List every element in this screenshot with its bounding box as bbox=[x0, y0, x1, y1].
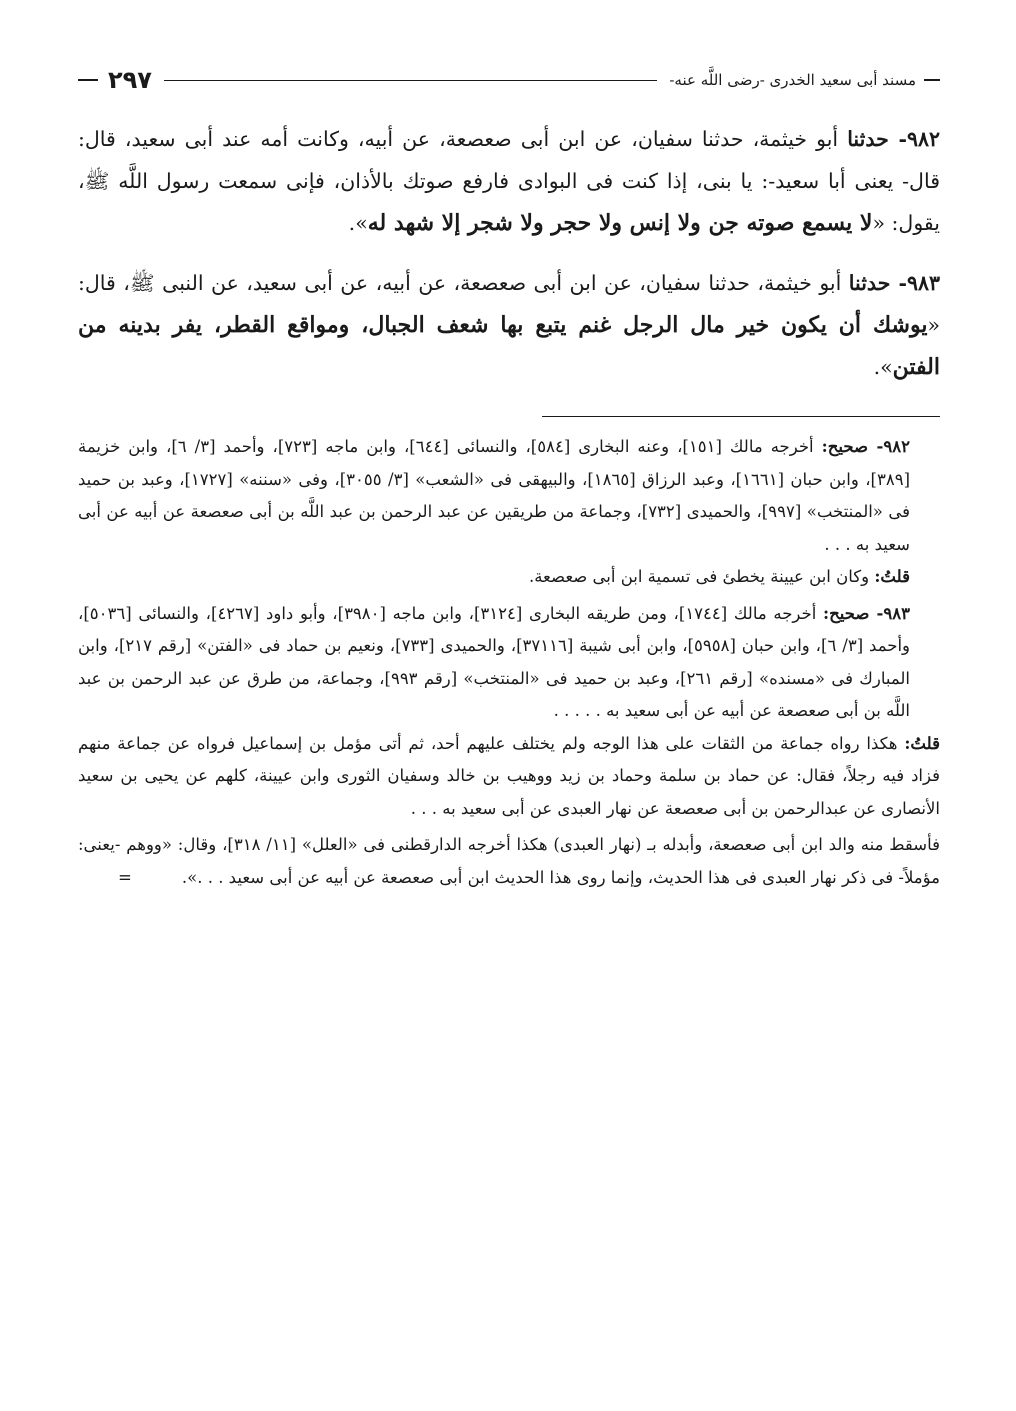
footnote-982-comment bbox=[78, 561, 940, 594]
hadith-isnad: أبو خيثمة، حدثنا سفيان، عن ابن أبى صعصعة، عن أبيه، عن أبى سعيد، عن النبى ﷺ، قال: « bbox=[78, 271, 940, 337]
hadith-number: ٩٨٢- حدثنا bbox=[847, 127, 940, 151]
footnote-label: ٩٨٣- صحيح: bbox=[822, 603, 910, 623]
continuation-mark: = bbox=[118, 867, 132, 887]
hadith-tail: ». bbox=[348, 211, 368, 235]
page-number: ٢٩٧ bbox=[108, 66, 152, 94]
footnote-983-continuation bbox=[78, 829, 940, 894]
running-header bbox=[78, 58, 940, 102]
footnote-label: قلتُ: bbox=[874, 567, 910, 586]
hadith-isnad: أبو خيثمة، حدثنا سفيان، عن ابن أبى صعصعة، عن أبيه، وكانت أمه عند أبى سعيد، قال: قال- يعنى أبا سعيد-: يا بنى، إذا كنت فى البوادى فارفع صوتك بالأذان، فإنى سمعت رسول اللَّه ﷺ، يقول: « bbox=[78, 127, 940, 235]
header-title: مسند أبى سعيد الخدرى -رضى اللَّه عنه- bbox=[669, 71, 916, 89]
hadith-number: ٩٨٣- حدثنا bbox=[848, 271, 940, 295]
footnote-text: أخرجه مالك [١٥١]، وعنه البخارى [٥٨٤]، والنسائى [٦٤٤]، وابن ماجه [٧٢٣]، وأحمد [٣/ ٦]، وابن خزيمة [٣٨٩]، وابن حبان [١٦٦١]، وعبد الرزاق [١٨٦٥]، والبيهقى فى «الشعب» [٣/ ٣٠٥٥]، وفى «سننه» [١٧٢٧]، وعبد بن حميد فى «المنتخب» [٩٩٧]، والحميدى [٧٣٢]، وجماعة من طريقين عن عبد الرحمن بن عبد اللَّه بن أبى صعصعة عن أبيه عن أبى سعيد به . . . bbox=[78, 437, 911, 554]
footnote-text: هكذا رواه جماعة من الثقات على هذا الوجه ولم يختلف عليهم أحد، ثم أتى مؤمل بن إسماعيل فرواه عن جماعة منهم فزاد فيه رجلاً، فقال: عن حماد بن سلمة وحماد بن زيد ووهيب بن خالد وسفيان الثورى وابن عيينة، كلهم عن يحيى بن سعيد الأنصارى عن عبدالرحمن بن أبى صعصعة عن نهار العبدى عن أبى سعيد به . . . bbox=[78, 733, 940, 818]
header-rule bbox=[164, 80, 657, 81]
footnote-label: ٩٨٢- صحيح: bbox=[821, 437, 910, 456]
footnote-983 bbox=[78, 598, 940, 728]
hadith-matn: يوشك أن يكون خير مال الرجل غنم يتبع بها شعف الجبال، ومواقع القطر، يفر بدينه من الفتن bbox=[78, 312, 940, 380]
footnote-text: وكان ابن عيينة يخطئ فى تسمية ابن أبى صعصعة. bbox=[528, 567, 875, 586]
hadith-982 bbox=[78, 118, 940, 244]
hadith-matn: لا يسمع صوته جن ولا إنس ولا حجر ولا شجر إلا شهد له bbox=[367, 210, 873, 236]
footnote-label: قلتُ: bbox=[904, 733, 940, 753]
hadith-tail: ». bbox=[873, 355, 893, 379]
hadith-983 bbox=[78, 262, 940, 388]
footnote-separator bbox=[542, 416, 940, 417]
footnote-982 bbox=[78, 431, 940, 561]
header-dash bbox=[924, 79, 940, 81]
footnote-text: أخرجه مالك [١٧٤٤]، ومن طريقه البخارى [٣١٢٤]، وابن ماجه [٣٩٨٠]، وأبو داود [٤٢٦٧]، والنسائى [٥٠٣٦]، وأحمد [٣/ ٦]، وابن حبان [٥٩٥٨]، وابن أبى شيبة [٣٧١١٦]، والحميدى [٧٣٣]، ونعيم بن حماد فى «الفتن» [رقم ٢١٧]، وابن المبارك فى «مسنده» [رقم ٢٦١]، وعبد بن حميد فى «المنتخب» [رقم ٩٩٣]، وجماعة، من طرق عن عبد الرحمن بن عبد اللَّه بن أبى صعصعة عن أبيه عن أبى سعيد به . . . . . bbox=[78, 603, 911, 720]
footnote-983-comment bbox=[78, 728, 940, 826]
page bbox=[78, 58, 940, 894]
header-dash-trail bbox=[78, 79, 98, 81]
footnote-text: فأسقط منه والد ابن أبى صعصعة، وأبدله بـ (نهار العبدى) هكذا أخرجه الدارقطنى فى «العلل» [١١/ ٣١٨]، وقال: «ووهم -يعنى: مؤملاً- فى ذكر نهار العبدى فى هذا الحديث، وإنما روى هذا الحديث ابن أبى صعصعة عن أبيه عن أبى سعيد . . .». bbox=[78, 835, 940, 887]
